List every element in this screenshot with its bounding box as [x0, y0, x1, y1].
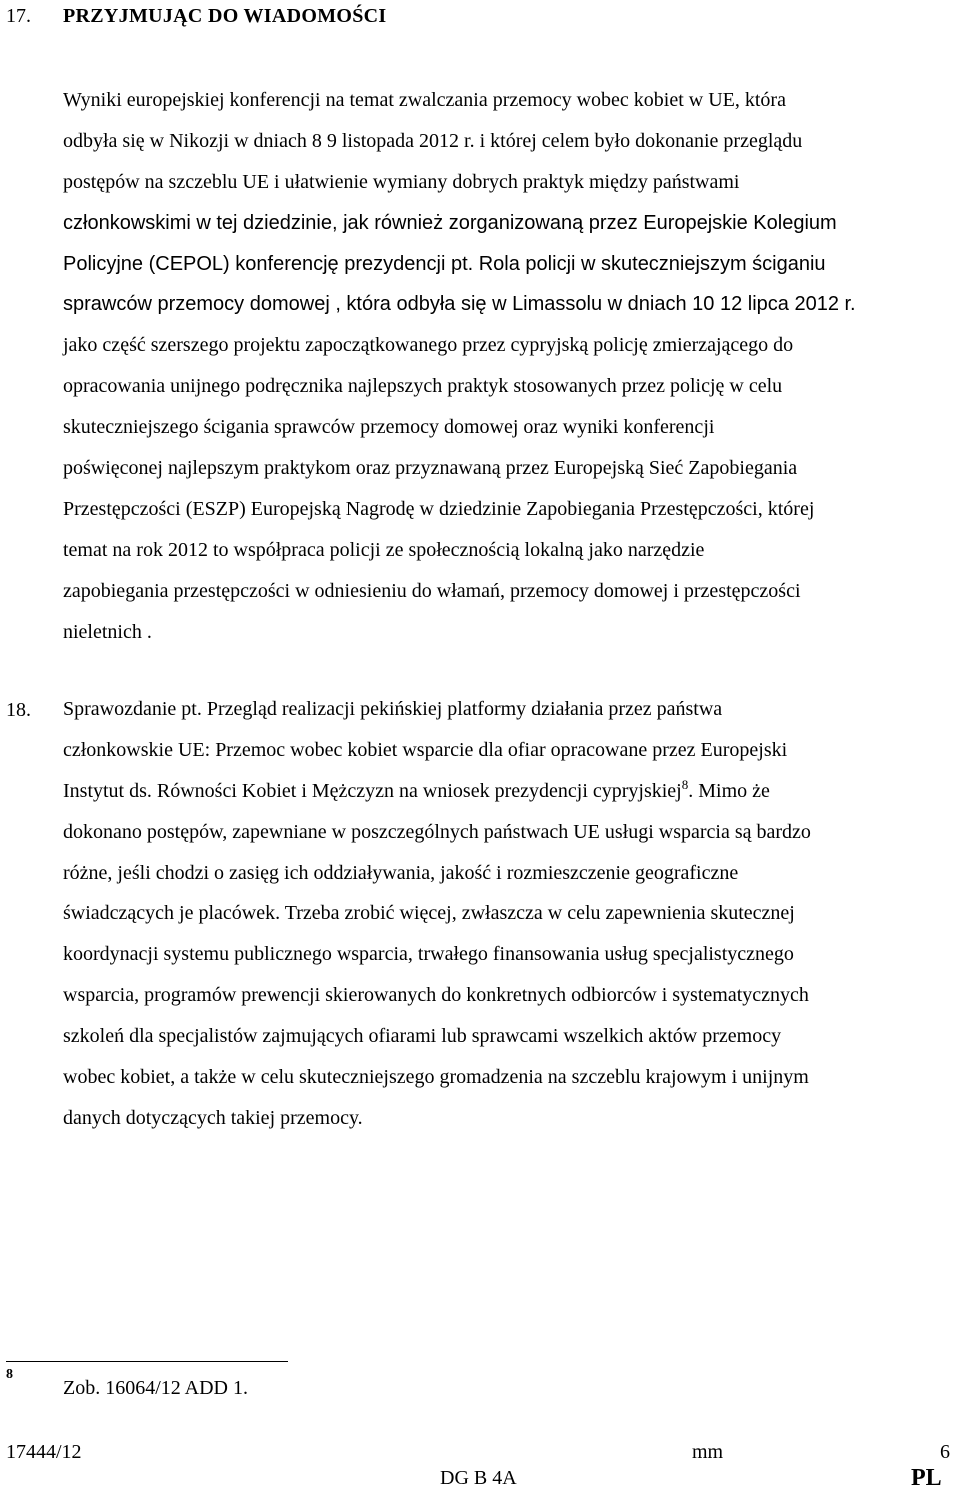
section-17-line: skuteczniejszego ścigania sprawców przemocy domowej oraz wyniki konferencji [63, 416, 715, 439]
section-17-number: 17. [6, 5, 31, 27]
section-18-line: wobec kobiet, a także w celu skuteczniejszego gromadzenia na szczeblu krajowym i unijnym [63, 1066, 809, 1089]
section-18-line: Sprawozdanie pt. Przegląd realizacji pekińskiej platformy działania przez państwa [63, 698, 723, 720]
section-18-line: szkoleń dla specjalistów zajmujących ofiarami lub sprawcami wszelkich aktów przemocy [63, 1025, 782, 1048]
section-18-line: różne, jeśli chodzi o zasięg ich oddziaływania, jakość i rozmieszczenie geograficzne [63, 861, 739, 884]
section-18-body [63, 689, 923, 1139]
footer-language: PL [911, 1465, 942, 1491]
section-17-line: członkowskimi w tej dziedzinie, jak również zorganizowaną przez Europejskie Kolegium [63, 211, 837, 234]
section-18-line: wsparcia, programów prewencji skierowanych do konkretnych odbiorców i systematycznych [63, 984, 809, 1007]
section-17-line: odbyła się w Nikozji w dniach 8 9 listopada 2012 r. i której celem było dokonanie przeglądu [63, 129, 803, 152]
section-17-body [63, 80, 923, 652]
section-18-line: danych dotyczących takiej przemocy. [63, 1106, 363, 1129]
section-17-title: PRZYJMUJĄC DO WIADOMOŚCI [63, 5, 387, 27]
section-18-line: członkowskie UE: Przemoc wobec kobiet wsparcie dla ofiar opracowane przez Europejski [63, 738, 788, 761]
section-17-line: zapobiegania przestępczości w odniesieniu do włamań, przemocy domowej i przestępczości [63, 579, 801, 602]
section-17-line: poświęconej najlepszym praktykom oraz przyznawaną przez Europejską Sieć Zapobiegania [63, 457, 798, 480]
section-17-line: jako część szerszego projektu zapoczątkowanego przez cypryjską policję zmierzającego do [63, 334, 794, 357]
section-18-number: 18. [6, 699, 31, 721]
footnote-text: Zob. 16064/12 ADD 1. [63, 1377, 248, 1399]
section-17-line: Wyniki europejskiej konferencji na temat zwalczania przemocy wobec kobiet w UE, która [63, 89, 786, 111]
section-18-line: świadczących je placówek. Trzeba zrobić więcej, zwłaszcza w celu zapewnienia skutecznej [63, 902, 795, 925]
section-18-line: koordynacji systemu publicznego wsparcia, trwałego finansowania usług specjalistycznego [63, 943, 794, 966]
section-17-line: sprawców przemocy domowej , która odbyła się w Limassolu w dniach 10 12 lipca 2012 r. [63, 293, 856, 316]
footnote-separator [6, 1361, 288, 1362]
footer-department: DG B 4A [440, 1467, 517, 1489]
section-17-line: postępów na szczeblu UE i ułatwienie wymiany dobrych praktyk między państwami [63, 170, 740, 193]
section-18-line-with-footnote-ref [63, 771, 923, 812]
section-18-line: dokonano postępów, zapewniane w poszczególnych państwach UE usługi wsparcia są bardzo [63, 820, 811, 843]
footer-doc-ref: 17444/12 [6, 1441, 82, 1463]
section-17-line: Policyjne (CEPOL) konferencję prezydencji pt. Rola policji w skuteczniejszym ściganiu [63, 252, 826, 275]
section-17-line: temat na rok 2012 to współpraca policji ze społecznością lokalną jako narzędzie [63, 538, 705, 561]
section-18-line-text: Instytut ds. Równości Kobiet i Mężczyzn na wniosek prezydencji cypryjskiej [63, 779, 682, 802]
footnote-number: 8 [6, 1367, 13, 1382]
section-18-line-text: . Mimo że [688, 779, 770, 802]
footer-initials: mm [692, 1441, 724, 1463]
footer-page-number: 6 [940, 1441, 950, 1463]
section-17-line: nieletnich . [63, 620, 152, 643]
section-17-line: Przestępczości (ESZP) Europejską Nagrodę w dziedzinie Zapobiegania Przestępczości, której [63, 497, 815, 520]
section-17-line: opracowania unijnego podręcznika najlepszych praktyk stosowanych przez policję w celu [63, 375, 783, 398]
footnote-reference[interactable]: 8 [681, 776, 689, 792]
